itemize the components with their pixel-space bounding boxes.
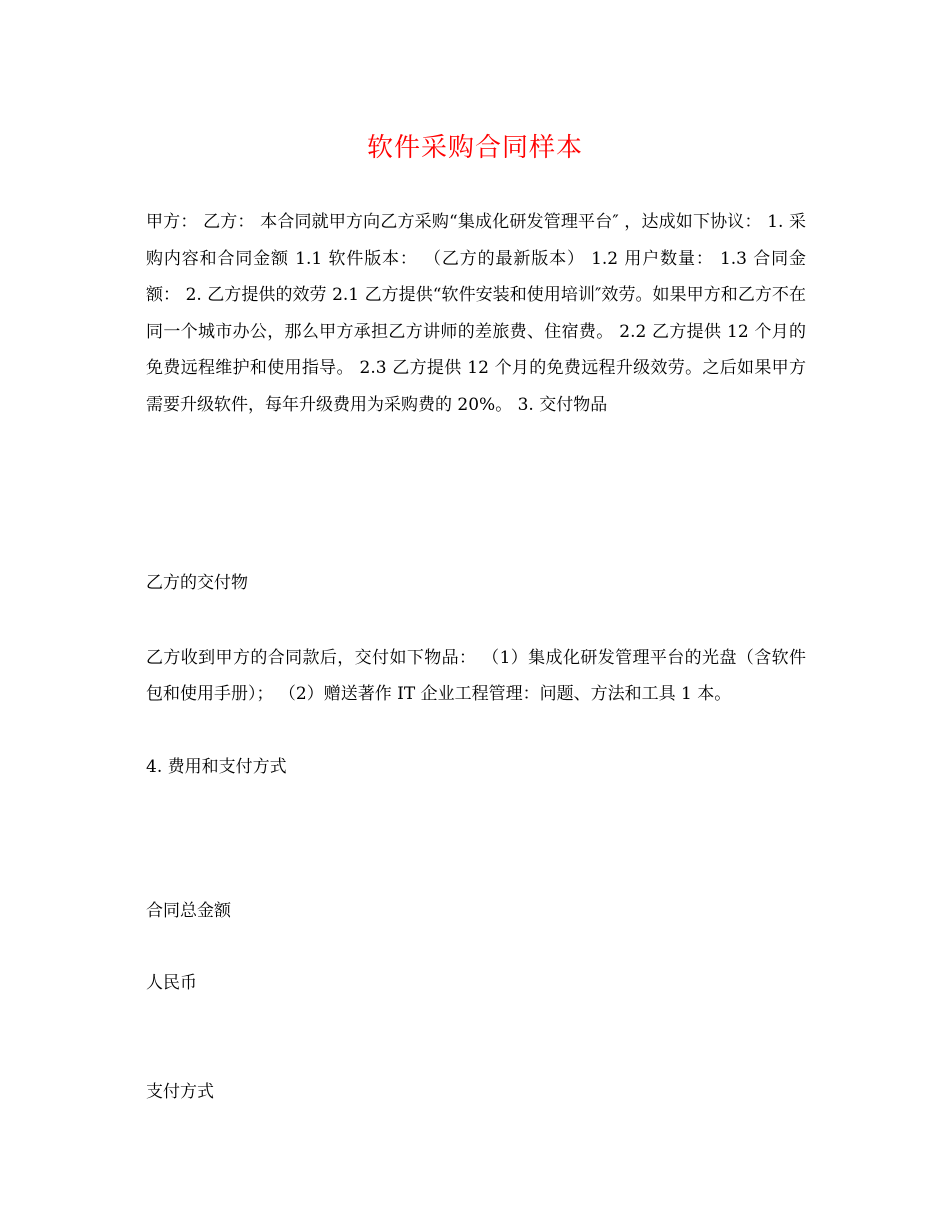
paragraph-deliverables-heading: 乙方的交付物	[146, 573, 248, 593]
paragraph-deliverables-list: 乙方收到甲方的合同款后，交付如下物品： （1）集成化研发管理平台的光盘（含软件包和使用手册）； （2）赠送著作 IT 企业工程管理：问题、方法和工具 1 本。	[146, 648, 806, 705]
document-title: 软件采购合同样本	[366, 133, 583, 163]
paragraph-contract-terms: 甲方： 乙方： 本合同就甲方向乙方采购“集成化研发管理平台″ ，达成如下协议： 1. 采购内容和合同金额 1.1 软件版本： （乙方的最新版本） 1.2 用户数量： 1.3 合同金额： 2. 乙方提供的效劳 2.1 乙方提供“软件安装和使用培训″效劳。如果甲方和乙方不在同一个城市办公，那么甲方承担乙方讲师的差旅费、住宿费。 2.2 乙方提供 12 个月的免费远程维护和使用指导。 2.3 乙方提供 12 个月的免费远程升级效劳。之后如果甲方需要升级软件，每年升级费用为采购费的 20%。 3. 交付物品	[146, 212, 806, 415]
paragraph-currency: 人民币	[146, 973, 197, 993]
paragraph-fees-heading: 4. 费用和支付方式	[146, 757, 287, 777]
paragraph-payment-method: 支付方式	[146, 1082, 214, 1102]
paragraph-total-amount: 合同总金额	[146, 901, 231, 921]
